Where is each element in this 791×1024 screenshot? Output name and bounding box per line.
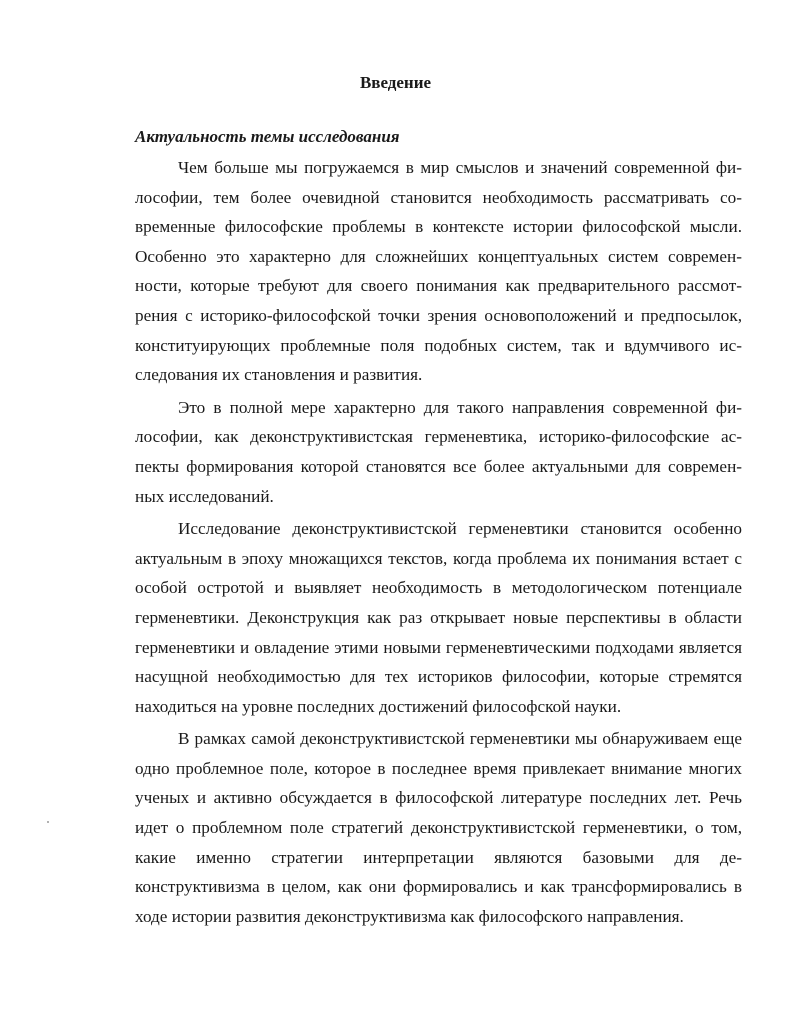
section-heading: Актуальность темы исследования (135, 127, 400, 146)
scan-speck (47, 821, 49, 823)
body-text (135, 153, 742, 935)
paragraph-2: Это в полной мере характерно для такого направления современной философии, как деконструктивистская герменевтика, историко-философские аспекты формирования которой становятся все более актуальными для современных исследований. (135, 397, 742, 506)
paragraph-3: Исследование деконструктивистской герменевтики становится особенно актуальным в эпоху множащихся текстов, когда проблема их понимания встает с особой остротой и выявляет необходимость в методологическом потенциале герменевтики. Деконструкция как раз открывает новые перспективы в области герменевтики и овладение этими новыми герменевтическими подходами является насущной необходимостью для тех историков философии, которые стремятся находиться на уровне последних достижений философской науки. (135, 519, 742, 716)
paragraph-4: В рамках самой деконструктивистской герменевтики мы обнаруживаем еще одно проблемное поле, которое в последнее время привлекает внимание многих ученых и активно обсуждается в философской литературе последних лет. Речь идет о проблемном поле стратегий деконструктивистской герменевтики, о том, какие именно стратегии интерпретации являются базовыми для деконструктивизма в целом, как они формировались и как трансформировались в ходе истории развития деконструктивизма как философского направления. (135, 729, 742, 926)
paragraph-1: Чем больше мы погружаемся в мир смыслов и значений современной философии, тем более очевидной становится необходимость рассматривать современные философские проблемы в контексте истории философской мысли. Особенно это характерно для сложнейших концептуальных систем современности, которые требуют для своего понимания как предварительного рассмотрения с историко-философской точки зрения основоположений и предпосылок, конституирующих проблемные поля подобных систем, так и вдумчивого исследования их становления и развития. (135, 158, 742, 385)
page-title: Введение (359, 73, 432, 92)
